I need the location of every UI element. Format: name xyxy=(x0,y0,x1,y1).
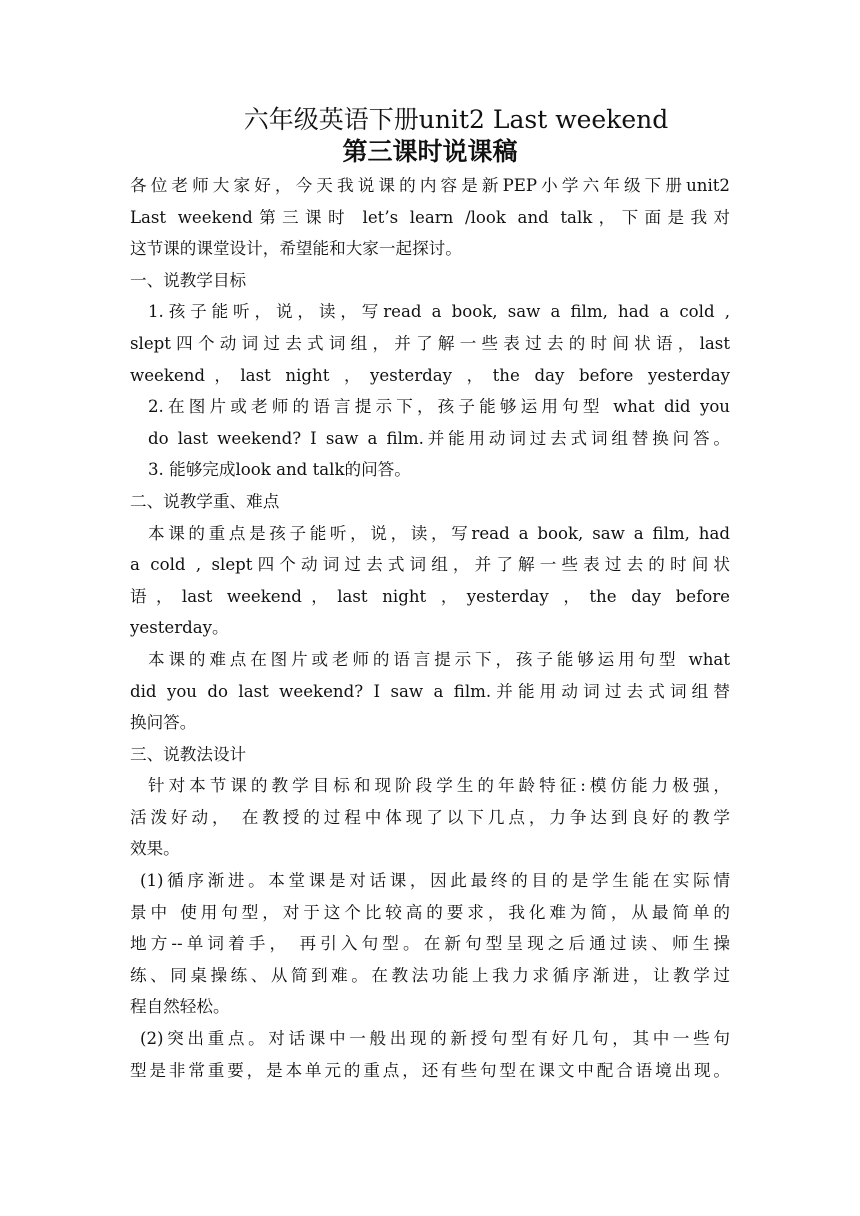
document-title: 六年级英语下册unit2 Last weekend xyxy=(243,105,669,134)
section-heading: 二、说教学重、难点 xyxy=(130,491,280,511)
document-subtitle: 第三课时说课稿 xyxy=(342,137,518,166)
paragraph-line: 各位老师大家好，今天我说课的内容是新PEP小学六年级下册unit2 xyxy=(130,176,730,195)
section-heading: 三、说教法设计 xyxy=(130,744,247,764)
paragraph-line: 这节课的课堂设计，希望能和大家一起探讨。 xyxy=(130,239,462,259)
paragraph-line: 本课的难点在图片或老师的语言提示下，孩子能够运用句型 what xyxy=(148,649,730,669)
paragraph-line: a cold , slept四个动词过去式词组，并了解一些表过去的时间状 xyxy=(130,555,730,575)
paragraph-line: 换问答。 xyxy=(130,713,197,733)
paragraph-line: (1)循序渐进。本堂课是对话课，因此最终的目的是学生能在实际情 xyxy=(140,871,730,891)
paragraph-line: Last weekend第三课时 let’s learn /look and talk，下面是我对 xyxy=(130,207,730,227)
paragraph-line: 效果。 xyxy=(130,839,180,859)
paragraph-line: 练、同桌操练、从简到难。在教法功能上我力求循序渐进，让教学过 xyxy=(130,965,730,985)
paragraph-line: 景中 使用句型，对于这个比较高的要求，我化难为简，从最简单的 xyxy=(130,902,730,922)
section-heading: 一、说教学目标 xyxy=(130,270,247,290)
paragraph-line: did you do last weekend? I saw a film.并能用动词过去式词组替 xyxy=(130,681,730,701)
paragraph-line: 针对本节课的教学目标和现阶段学生的年龄特征:模仿能力极强， xyxy=(148,776,730,796)
paragraph-line: do last weekend? I saw a film.并能用动词过去式词组替换问答。 xyxy=(148,428,730,448)
paragraph-line: 1.孩子能听，说，读，写read a book, saw a film, had a cold , xyxy=(148,302,730,322)
paragraph-line: 3. 能够完成look and talk的问答。 xyxy=(148,460,411,480)
paragraph-line: weekend，last night ，yesterday ，the day before yesterday xyxy=(130,365,730,385)
paragraph-line: slept四个动词过去式词组，并了解一些表过去的时间状语，last xyxy=(130,333,730,353)
paragraph-line: 2.在图片或老师的语言提示下，孩子能够运用句型 what did you xyxy=(148,397,730,417)
paragraph-line: yesterday。 xyxy=(130,618,229,638)
paragraph-line: 程自然轻松。 xyxy=(130,997,230,1017)
document-page xyxy=(130,104,730,1086)
paragraph-line: 型是非常重要，是本单元的重点，还有些句型在课文中配合语境出现。 xyxy=(130,1060,730,1080)
paragraph-line: 地方--单词着手， 再引入句型。在新句型呈现之后通过读、师生操 xyxy=(130,934,730,954)
paragraph-line: (2)突出重点。对话课中一般出现的新授句型有好几句，其中一些句 xyxy=(140,1029,730,1049)
paragraph-line: 活泼好动， 在教授的过程中体现了以下几点，力争达到良好的教学 xyxy=(130,807,730,827)
paragraph-line: 语，last weekend，last night ，yesterday ，the day before xyxy=(130,586,730,606)
paragraph-line: 本课的重点是孩子能听，说，读，写read a book, saw a film, had xyxy=(148,523,730,543)
